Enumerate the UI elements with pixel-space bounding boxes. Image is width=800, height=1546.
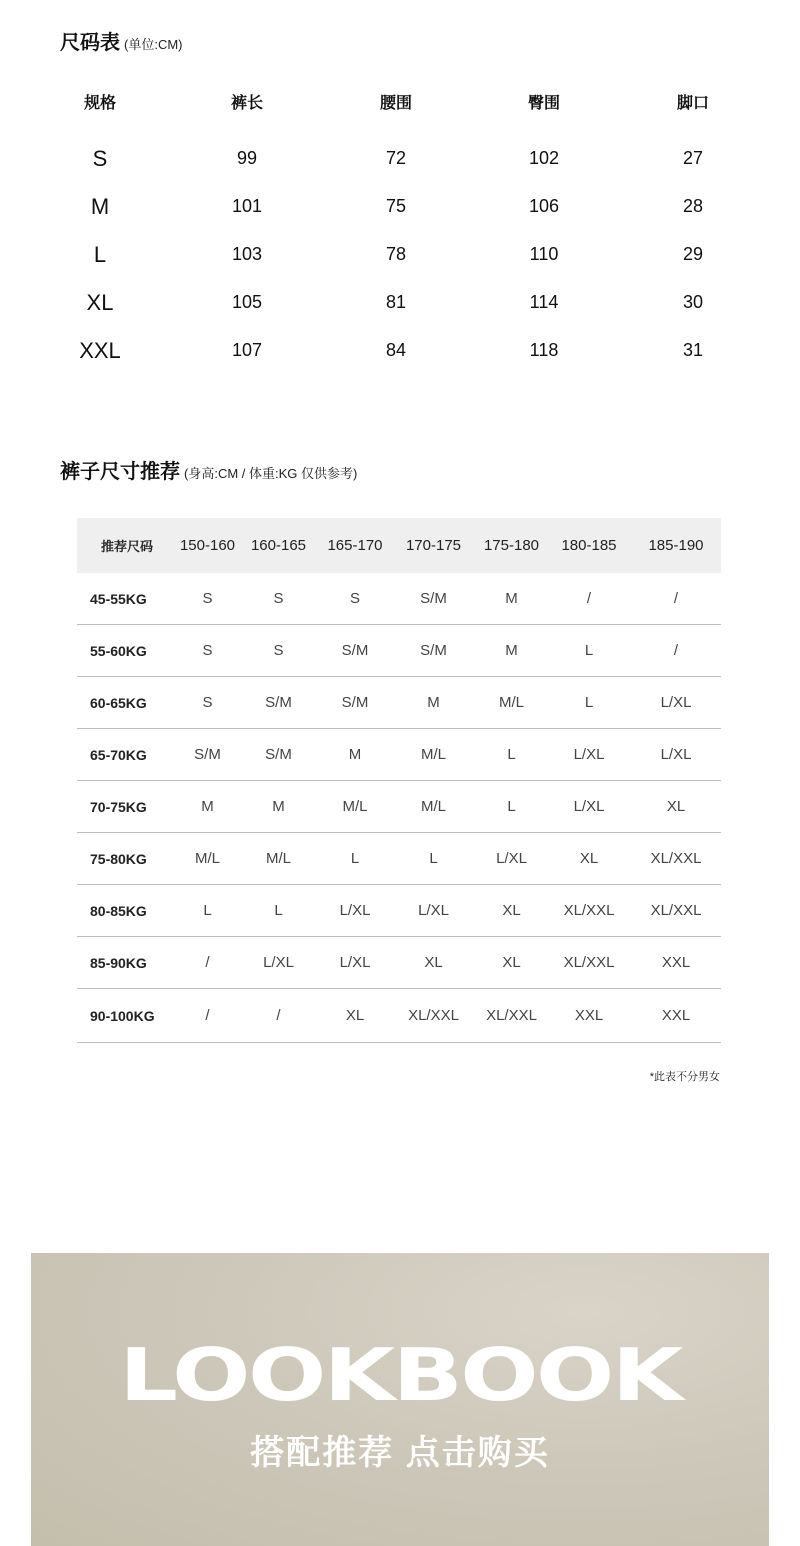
recommended-size-cell: / — [673, 590, 679, 607]
size-chart-cell: 84 — [385, 340, 407, 360]
weight-range-label: 90-100KG — [90, 1007, 155, 1024]
recommended-size-cell: XL — [579, 850, 599, 867]
recommended-size-cell: M/L — [498, 694, 524, 711]
height-range-header: 180-185 — [561, 537, 617, 554]
recommended-size-cell: / — [586, 590, 592, 607]
recommended-size-cell: XL — [666, 798, 686, 815]
weight-range-label: 70-75KG — [90, 798, 147, 815]
recommended-size-cell: XL/XXL — [486, 1007, 537, 1024]
size-chart-cell: 72 — [385, 148, 407, 168]
recommendation-unit: (身高:CM / 体重:KG 仅供参考) — [184, 466, 358, 481]
recommended-size-cell: XXL — [574, 1007, 604, 1024]
size-chart-cell: 81 — [385, 292, 407, 312]
size-chart-size-label: L — [93, 242, 107, 267]
lookbook-banner[interactable] — [31, 1253, 769, 1546]
size-chart-cell: 107 — [231, 340, 263, 360]
weight-range-label: 45-55KG — [90, 590, 147, 607]
recommendation-title — [60, 455, 357, 484]
recommended-size-cell: S/M — [420, 590, 447, 607]
recommended-size-cell: M/L — [420, 798, 446, 815]
weight-range-label: 85-90KG — [90, 954, 147, 971]
size-chart-header: 裤长 — [230, 95, 263, 112]
weight-range-label: 55-60KG — [90, 642, 147, 659]
recommended-size-cell: L — [507, 746, 516, 763]
size-chart-cell: 101 — [231, 196, 263, 216]
recommended-size-cell: S/M — [194, 746, 221, 763]
recommended-size-cell: M — [272, 798, 285, 815]
recommended-size-cell: L/XL — [660, 746, 692, 763]
size-chart-cell: 31 — [682, 340, 704, 360]
recommended-size-cell: S — [273, 590, 284, 607]
recommended-size-cell: L/XL — [263, 954, 294, 971]
recommended-size-cell: XL/XXL — [563, 902, 615, 919]
recommended-size-cell: L — [203, 902, 212, 919]
recommended-size-cell: S — [202, 694, 213, 711]
recommendation-header-row — [77, 518, 721, 573]
recommended-size-cell: M/L — [265, 850, 291, 867]
size-chart-header: 规格 — [83, 95, 116, 112]
size-chart-size-label: XXL — [79, 338, 121, 363]
recommended-size-cell: XL/XXL — [563, 954, 615, 971]
size-chart-cell: 78 — [385, 244, 407, 264]
recommended-size-cell: M — [201, 798, 214, 815]
recommended-size-cell: M — [505, 642, 518, 659]
size-chart-cell: 114 — [529, 292, 559, 312]
recommended-size-cell: XL — [345, 1007, 365, 1024]
recommended-size-cell: / — [673, 642, 679, 659]
recommended-size-cell: XL — [502, 954, 521, 971]
height-range-header: 160-165 — [250, 537, 307, 554]
recommended-size-cell: M/L — [194, 850, 220, 867]
recommended-size-cell: M/L — [420, 746, 446, 763]
size-chart-cell: 75 — [385, 196, 407, 216]
weight-range-label: 80-85KG — [90, 902, 147, 919]
size-chart-cell: 29 — [682, 244, 704, 264]
size-chart-cell: 30 — [682, 292, 704, 312]
recommended-size-cell: XL — [502, 902, 521, 919]
recommended-size-cell: S/M — [420, 642, 447, 659]
table-row — [77, 729, 721, 781]
size-chart-cell: 105 — [231, 292, 263, 312]
size-chart-header: 腰围 — [379, 95, 412, 112]
recommended-size-cell: XL — [424, 954, 443, 971]
recommended-size-cell: L — [350, 850, 360, 867]
recommended-size-cell: S/M — [341, 694, 369, 711]
table-row — [77, 833, 721, 885]
recommended-size-cell: L — [584, 642, 594, 659]
table-row — [77, 677, 721, 729]
size-chart-cell: 27 — [682, 148, 704, 168]
recommended-size-cell: S/M — [265, 746, 292, 763]
recommended-size-cell: L — [274, 902, 283, 919]
recommended-size-cell: L/XL — [339, 902, 371, 919]
size-chart-cell: 99 — [236, 148, 258, 168]
height-range-header: 185-190 — [648, 537, 704, 554]
height-range-header: 170-175 — [405, 537, 462, 554]
size-chart-cell: 110 — [529, 244, 559, 264]
size-chart-title-text: 尺码表 — [60, 32, 120, 54]
size-chart-cell: 103 — [231, 244, 263, 264]
recommended-size-cell: XL/XXL — [408, 1007, 459, 1024]
recommended-size-cell: S/M — [341, 642, 369, 659]
size-chart-size-label: S — [92, 146, 108, 171]
weight-range-label: 75-80KG — [90, 850, 147, 867]
recommended-size-cell: S — [349, 590, 360, 607]
recommended-size-cell: S — [202, 642, 213, 659]
recommendation-corner-header: 推荐尺码 — [100, 539, 153, 554]
table-row — [77, 989, 721, 1043]
recommended-size-cell: XL/XXL — [650, 902, 702, 919]
recommended-size-cell: M/L — [342, 798, 368, 815]
height-range-header: 165-170 — [327, 537, 383, 554]
weight-range-label: 60-65KG — [90, 694, 147, 711]
height-range-header: 150-160 — [179, 537, 236, 554]
size-chart-unit: (单位:CM) — [124, 37, 183, 52]
recommended-size-cell: L/XL — [339, 954, 371, 971]
recommended-size-cell: / — [205, 954, 210, 971]
recommended-size-cell: S — [273, 642, 284, 659]
recommendation-table — [77, 518, 721, 1043]
lookbook-subtitle: 搭配推荐 点击购买 — [250, 1434, 550, 1472]
size-chart-header: 脚口 — [676, 95, 709, 112]
recommended-size-cell: L — [507, 798, 516, 815]
size-chart-cell: 106 — [528, 196, 560, 216]
recommended-size-cell: M — [505, 590, 518, 607]
recommended-size-cell: L — [429, 850, 438, 867]
height-range-header: 175-180 — [483, 537, 540, 554]
size-chart-cell: 118 — [529, 340, 559, 360]
recommended-size-cell: L — [584, 694, 594, 711]
recommended-size-cell: L/XL — [660, 694, 692, 711]
recommended-size-cell: / — [276, 1007, 281, 1024]
recommended-size-cell: S/M — [265, 694, 292, 711]
recommended-size-cell: L/XL — [496, 850, 527, 867]
table-row — [77, 573, 721, 625]
recommended-size-cell: XXL — [661, 1007, 691, 1024]
recommendation-title-text: 裤子尺寸推荐 — [60, 461, 180, 483]
weight-range-label: 65-70KG — [90, 746, 147, 763]
lookbook-title: LOOKBOOK — [119, 1333, 681, 1417]
table-row — [77, 781, 721, 833]
recommended-size-cell: / — [205, 1007, 210, 1024]
recommended-size-cell: XL/XXL — [650, 850, 702, 867]
recommendation-note: *此表不分男女 — [649, 1071, 720, 1083]
size-chart-title — [60, 26, 183, 55]
size-chart-header: 臀围 — [527, 95, 560, 112]
recommended-size-cell: M — [427, 694, 440, 711]
recommended-size-cell: L/XL — [418, 902, 449, 919]
size-chart-size-label: M — [90, 194, 110, 219]
recommended-size-cell: XXL — [661, 954, 691, 971]
size-chart-cell: 28 — [682, 196, 704, 216]
table-row — [77, 937, 721, 989]
table-row — [77, 625, 721, 677]
table-row — [77, 885, 721, 937]
recommended-size-cell: L/XL — [573, 746, 605, 763]
recommended-size-cell: L/XL — [573, 798, 605, 815]
size-chart-size-label: XL — [86, 290, 114, 315]
recommended-size-cell: M — [348, 746, 362, 763]
size-chart-cell: 102 — [528, 148, 560, 168]
recommended-size-cell: S — [202, 590, 213, 607]
